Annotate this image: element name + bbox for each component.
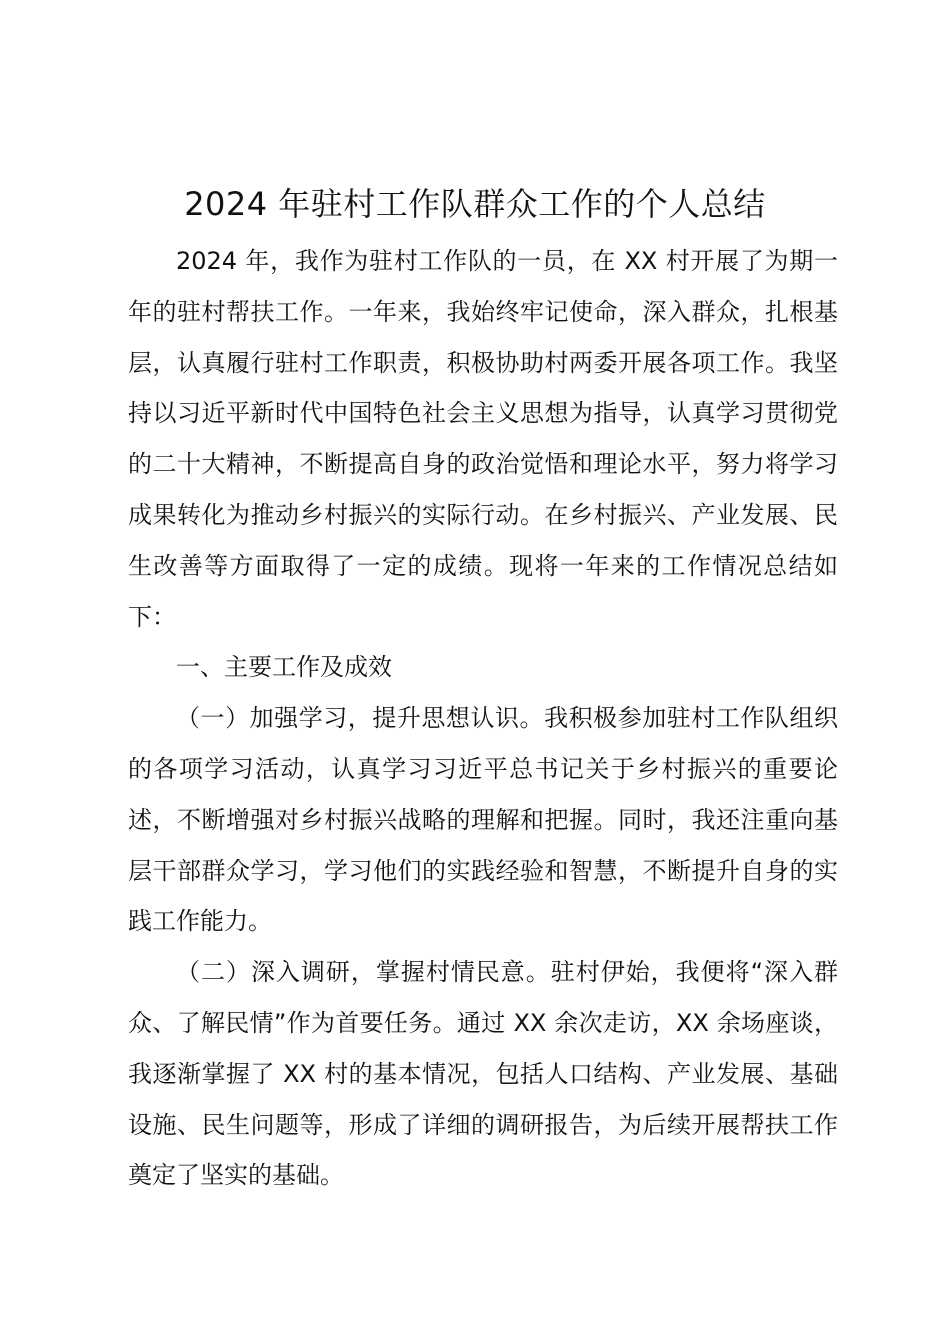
document-body [128, 236, 838, 1201]
subsection-paragraph-1: （一）加强学习，提升思想认识。我积极参加驻村工作队组织的各项学习活动，认真学习习近平总书记关于乡村振兴的重要论述，不断增强对乡村振兴战略的理解和把握。同时，我还注重向基层干部群众学习，学习他们的实践经验和智慧，不断提升自身的实践工作能力。 [128, 704, 838, 936]
section-heading-1: 一、主要工作及成效 [176, 653, 392, 682]
document-title: 2024 年驻村工作队群众工作的个人总结 [184, 185, 766, 223]
intro-paragraph: 2024 年，我作为驻村工作队的一员，在 XX 村开展了为期一年的驻村帮扶工作。一年来，我始终牢记使命，深入群众，扎根基层，认真履行驻村工作职责，积极协助村两委开展各项工作。我坚持以习近平新时代中国特色社会主义思想为指导，认真学习贯彻党的二十大精神，不断提高自身的政治觉悟和理论水平，努力将学习成果转化为推动乡村振兴的实际行动。在乡村振兴、产业发展、民生改善等方面取得了一定的成绩。现将一年来的工作情况总结如下： [128, 247, 838, 631]
subsection-paragraph-2: （二）深入调研，掌握村情民意。驻村伊始，我便将“深入群众、了解民情”作为首要任务。通过 XX 余次走访，XX 余场座谈，我逐渐掌握了 XX 村的基本情况，包括人口结构、产业发展、基础设施、民生问题等，形成了详细的调研报告，为后续开展帮扶工作奠定了坚实的基础。 [128, 958, 838, 1190]
